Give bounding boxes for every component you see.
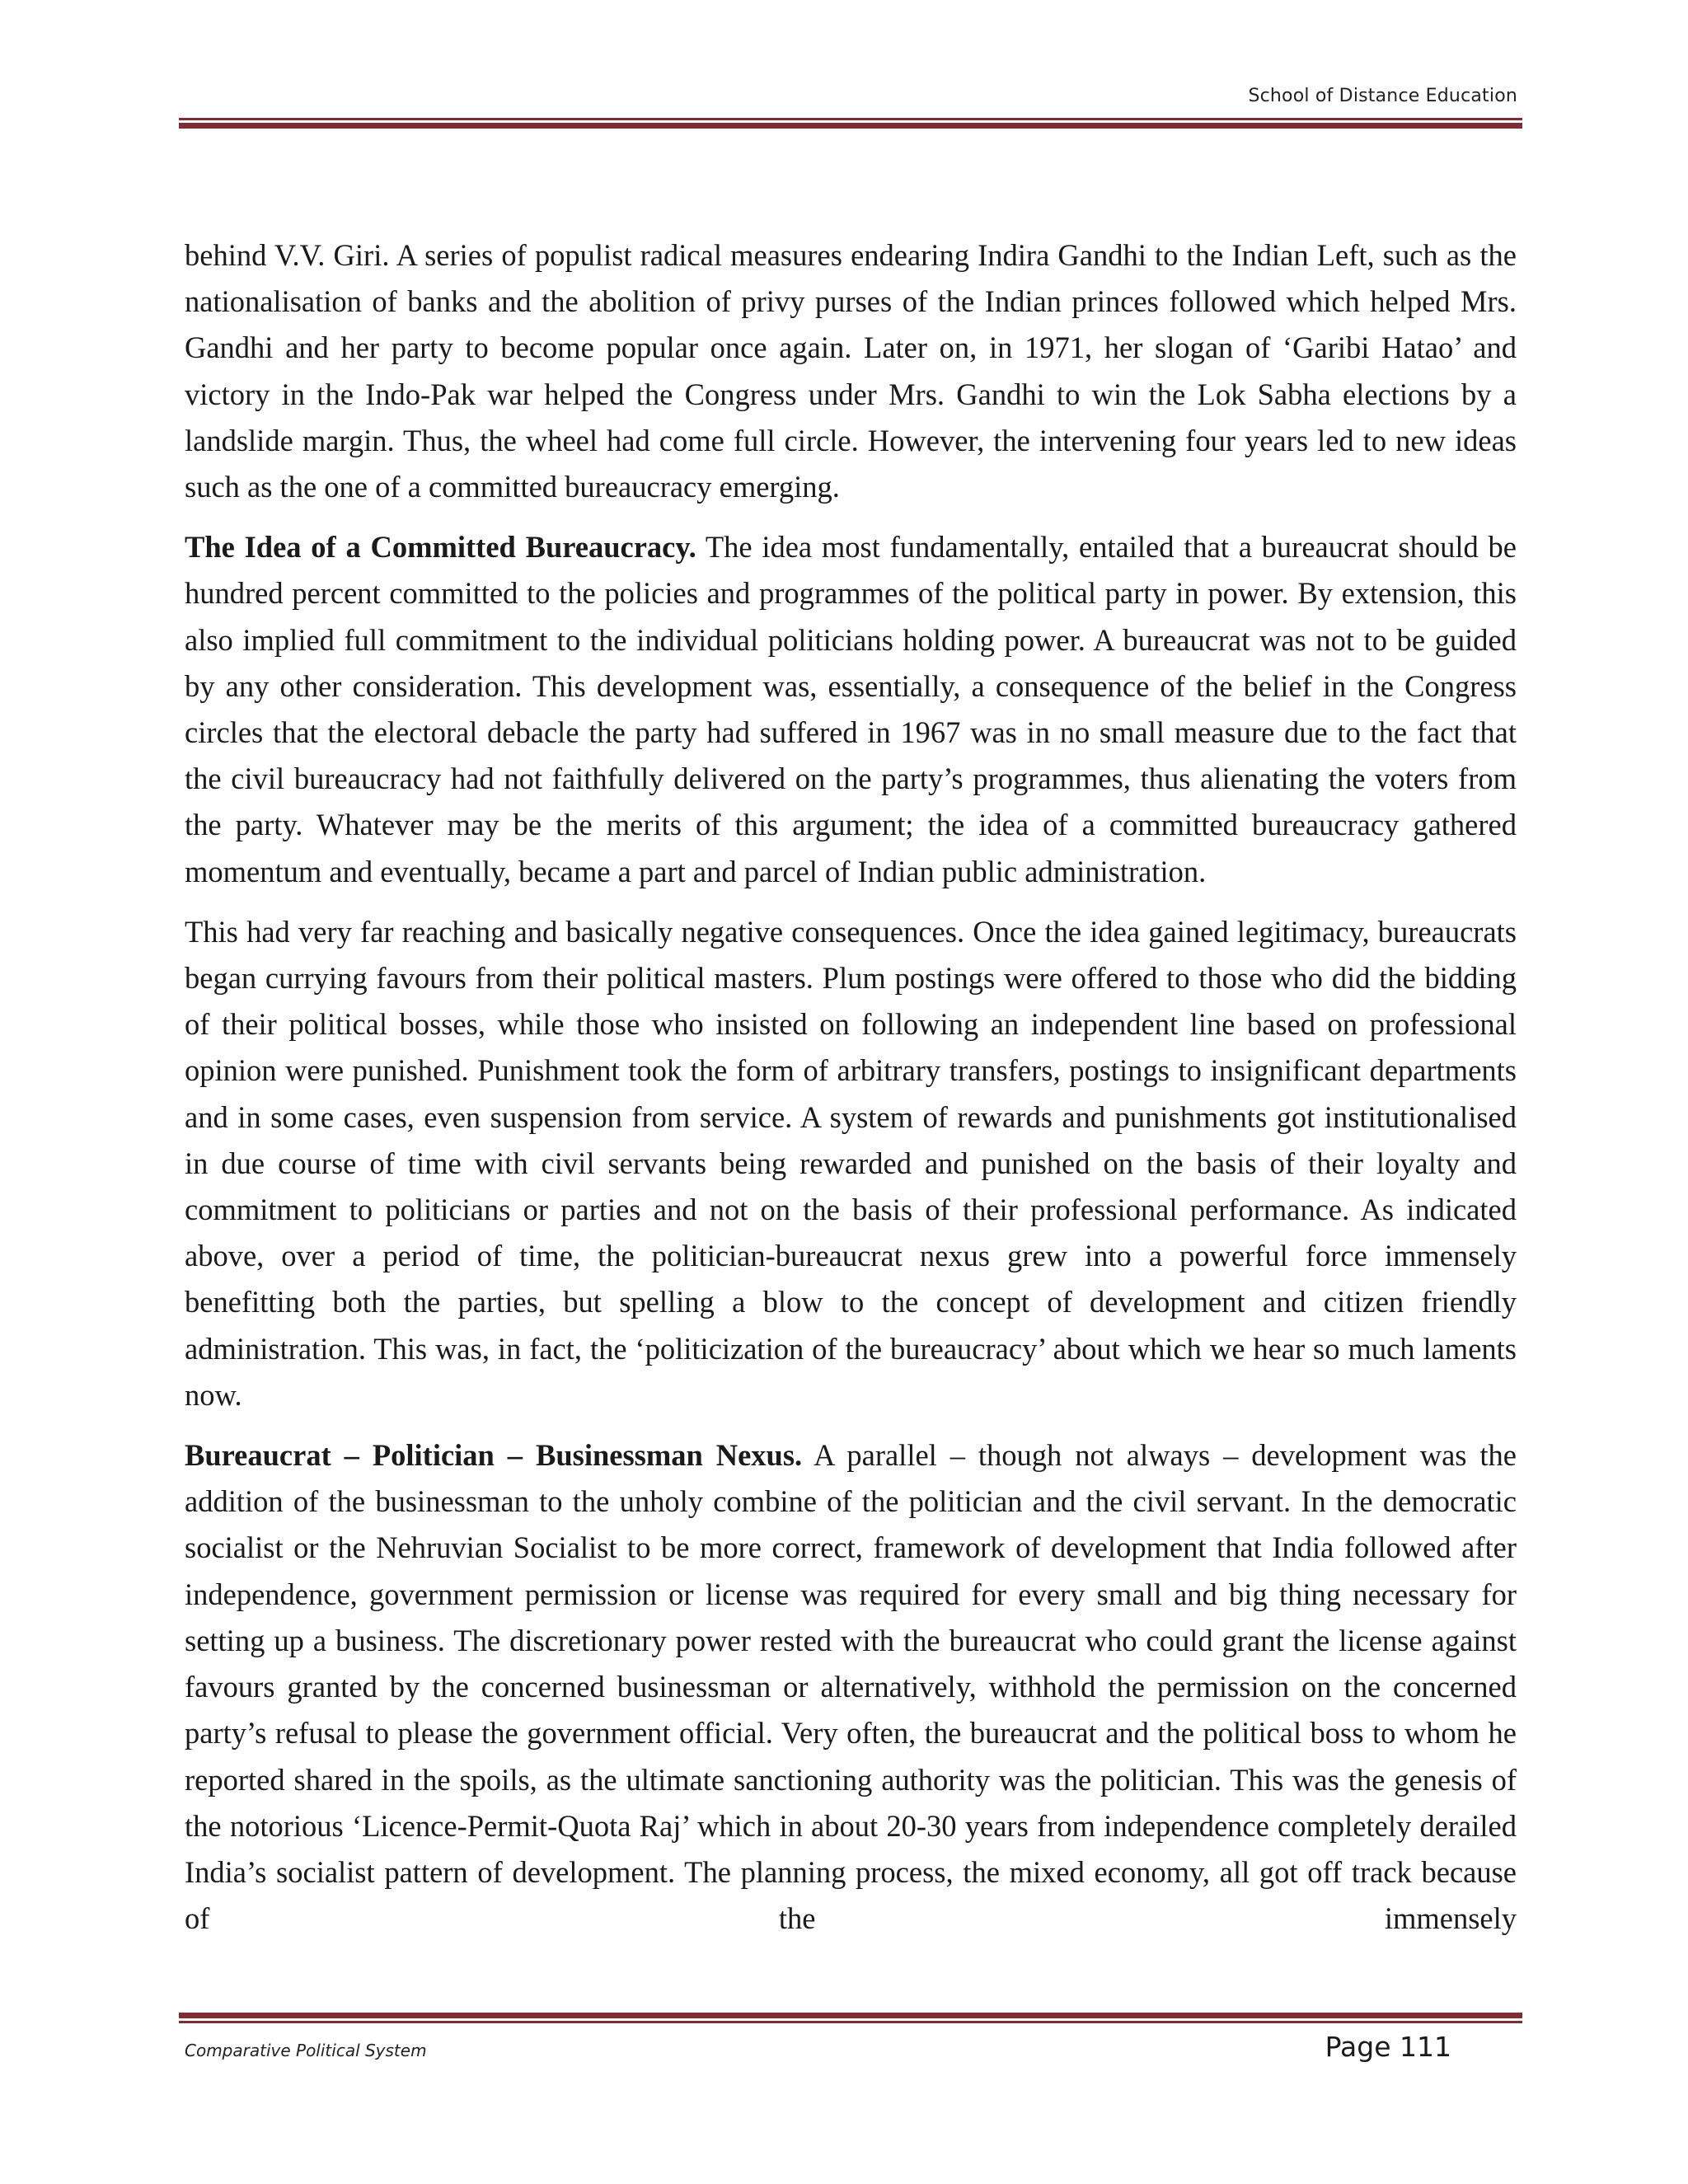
paragraph-2: [185, 524, 1517, 895]
header-divider-thick-line: [179, 123, 1522, 129]
header-divider: [179, 118, 1522, 129]
running-header: School of Distance Education: [1248, 86, 1517, 106]
footer-divider-thin-line: [179, 2021, 1522, 2023]
paragraph-3: This had very far reaching and basically negative consequences. Once the idea gained legitimacy, bureaucrats began currying favours from their political masters. Plum postings were offered to those who did the bidding of their political bosses, while those who insisted on following an independent line based on professional opinion were punished. Punishment took the form of arbitrary transfers, postings to insignificant departments and in some cases, even suspension from service. A system of rewards and punishments got institutionalised in due course of time with civil servants being rewarded and punished on the basis of their loyalty and commitment to politicians or parties and not on the basis of their professional performance. As indicated above, over a period of time, the politician-bureaucrat nexus grew into a powerful force immensely benefitting both the parties, but spelling a blow to the concept of development and citizen friendly administration. This was, in fact, the ‘politicization of the bureaucracy’ about which we hear so much laments now.: [185, 914, 1517, 1412]
page-number: Page 111: [1325, 2031, 1451, 2063]
paragraph-4: [185, 1432, 1517, 1942]
footer-divider: [179, 2013, 1522, 2023]
page-body: [185, 232, 1517, 1956]
paragraph-1: behind V.V. Giri. A series of populist radical measures endearing Indira Gandhi to the Indian Left, such as the nationalisation of banks and the abolition of privy purses of the Indian princes followed which helped Mrs. Gandhi and her party to become popular once again. Later on, in 1971, her slogan of ‘Garibi Hatao’ and victory in the Indo-Pak war helped the Congress under Mrs. Gandhi to win the Lok Sabha elections by a landslide margin. Thus, the wheel had come full circle. However, the intervening four years led to new ideas such as the one of a committed bureaucracy emerging.: [185, 238, 1517, 504]
footer-divider-thick-line: [179, 2013, 1522, 2018]
paragraph-4-text: A parallel – though not always – development was the addition of the businessman to the unholy combine of the politician and the civil servant. In the democratic socialist or the Nehruvian Socialist to be more correct, framework of development that India followed after independence, government permission or license was required for every small and big thing necessary for setting up a business. The discretionary power rested with the bureaucrat who could grant the license against favours granted by the concerned businessman or alternatively, withhold the permission on the concerned party’s refusal to please the government official. Very often, the bureaucrat and the political boss to whom he reported shared in the spoils, as the ultimate sanctioning authority was the politician. This was the genesis of the notorious ‘Licence-Permit-Quota Raj’ which in about 20-30 years from independence completely derailed India’s socialist pattern of development. The planning process, the mixed economy, all got off track because of the immensely: [185, 1438, 1517, 1936]
section-heading-committed-bureaucracy: The Idea of a Committed Bureaucracy.: [185, 530, 696, 565]
footer-course-title: Comparative Political System: [185, 2041, 427, 2060]
paragraph-2-text: The idea most fundamentally, entailed that a bureaucrat should be hundred percent committed to the policies and programmes of the political party in power. By extension, this also implied full commitment to the individual politicians holding power. A bureaucrat was not to be guided by any other consideration. This development was, essentially, a consequence of the belief in the Congress circles that the electoral debacle the party had suffered in 1967 was in no small measure due to the fact that the civil bureaucracy had not faithfully delivered on the party’s programmes, thus alienating the voters from the party. Whatever may be the merits of this argument; the idea of a committed bureaucracy gathered momentum and eventually, became a part and parcel of Indian public administration.: [185, 530, 1517, 888]
section-heading-nexus: Bureaucrat – Politician – Businessman Nexus.: [185, 1438, 803, 1473]
